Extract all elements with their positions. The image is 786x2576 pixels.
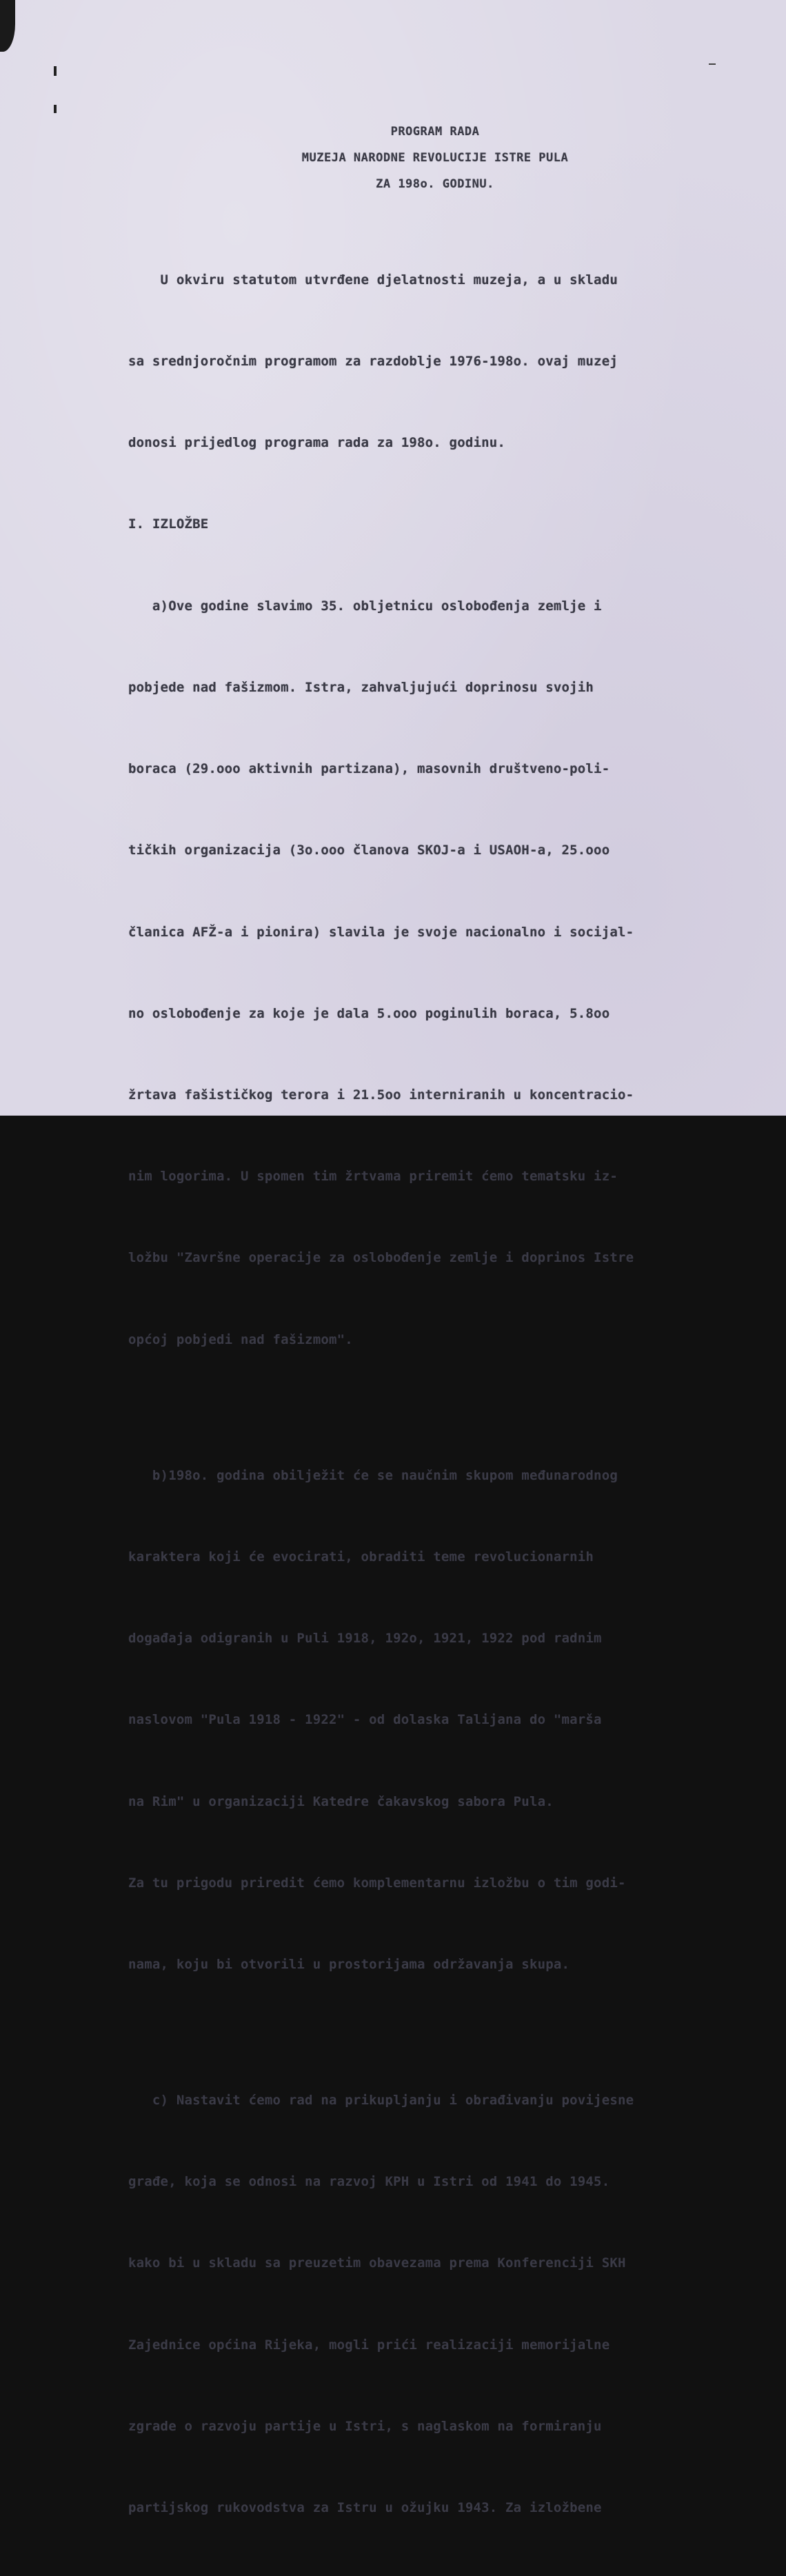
text-line: karaktera koji će evocirati, obraditi teme revolucionarnih [128, 1549, 594, 1564]
corner-tick-mark [709, 63, 716, 65]
text-line: partijskog rukovodstva za Istru u ožujku 1943. Za izložbene [128, 2500, 602, 2516]
text-line: Zajednice općina Rijeka, mogli prići realizaciji memorijalne [128, 2337, 610, 2353]
text-line: zgrade o razvoju partije u Istri, s naglaskom na formiranju [128, 2418, 602, 2434]
scan-dark-corner [0, 0, 15, 52]
heading-line-3: ZA 198o. GODINU. [376, 177, 494, 191]
paragraph-a [128, 539, 749, 1408]
paragraph-c [128, 2033, 749, 2576]
text-line: donosi prijedlog programa rada za 198o. godinu. [128, 435, 506, 451]
text-line: a)Ove godine slavimo 35. obljetnicu oslobođenja zemlje i [128, 598, 602, 614]
text-line: b)198o. godina obilježit će se naučnim skupom međunarodnog [128, 1467, 618, 1483]
text-line: U okviru statutom utvrđene djelatnosti muzeja, a u skladu [128, 272, 618, 288]
text-line: sa srednjoročnim programom za razdoblje 1976-198o. ovaj muzej [128, 354, 618, 370]
text-line: kako bi u skladu sa preuzetim obavezama prema Konferenciji SKH [128, 2255, 626, 2271]
text-line: no oslobođenje za koje je dala 5.ooo poginulih boraca, 5.8oo [128, 1005, 610, 1021]
text-line: događaja odigranih u Puli 1918, 192o, 1921, 1922 pod radnim [128, 1631, 602, 1647]
heading-line-2: MUZEJA NARODNE REVOLUCIJE ISTRE PULA [301, 151, 569, 165]
text-line: građe, koja se odnosi na razvoj KPH u Istri od 1941 do 1945. [128, 2174, 610, 2190]
text-line: Za tu prigodu priredit ćemo komplementarnu izložbu o tim godi- [128, 1875, 626, 1891]
intro-paragraph [128, 212, 749, 511]
paragraph-b [128, 1408, 749, 2033]
text-line: općoj pobjedi nad fašizmom". [128, 1331, 353, 1347]
section-title: I. IZLOŽBE [128, 516, 209, 532]
text-line: naslovom "Pula 1918 - 1922" - od dolaska Talijana do "marša [128, 1712, 602, 1728]
text-line: c) Nastavit ćemo rad na prikupljanju i obrađivanju povijesne [128, 2093, 634, 2109]
punch-mark-bottom [54, 105, 57, 113]
text-line: članica AFŽ-a i pionira) slavila je svoje nacionalno i socijal- [128, 924, 634, 940]
document-heading [121, 119, 749, 197]
heading-line-1: PROGRAM RADA [390, 125, 480, 139]
text-line: boraca (29.ooo aktivnih partizana), masovnih društveno-poli- [128, 761, 610, 777]
punch-mark-top [54, 66, 57, 76]
text-line: nim logorima. U spomen tim žrtvama priremit ćemo tematsku iz- [128, 1169, 618, 1185]
text-line: žrtava fašističkog terora i 21.5oo interniranih u koncentracio- [128, 1087, 634, 1103]
document-body [128, 119, 749, 2576]
text-line: nama, koju bi otvorili u prostorijama održavanja skupa. [128, 1957, 570, 1972]
text-line: ložbu "Završne operacije za oslobođenje zemlje i doprinos Istre [128, 1250, 634, 1266]
text-line: na Rim" u organizaciji Katedre čakavskog sabora Pula. [128, 1793, 554, 1809]
text-line: tičkih organizacija (3o.ooo članova SKOJ-a i USAOH-a, 25.ooo [128, 843, 610, 858]
text-line: pobjede nad fašizmom. Istra, zahvaljujući doprinosu svojih [128, 679, 594, 695]
